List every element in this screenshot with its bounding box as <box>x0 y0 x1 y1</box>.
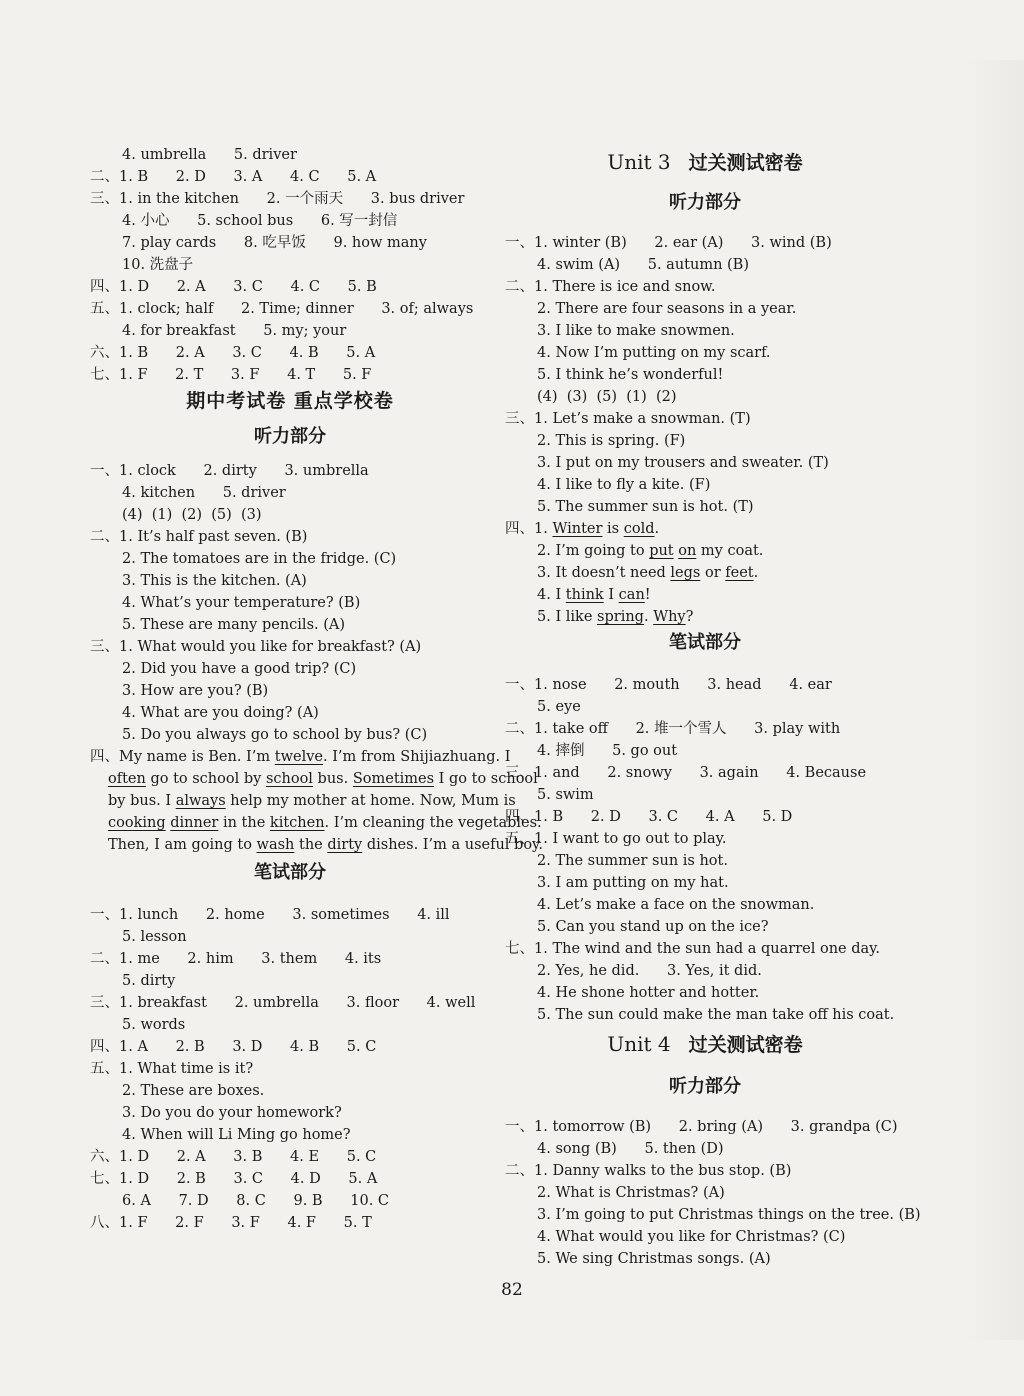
answer-line <box>537 894 814 916</box>
answer-text: 2. The summer sun is hot. <box>537 853 728 869</box>
section-heading: 期中考试卷 重点学校卷 <box>186 390 394 412</box>
answer-line <box>537 1248 771 1270</box>
underlined-answer: think <box>565 587 604 603</box>
answer-line <box>90 342 375 364</box>
answer-text: 5. words <box>122 1017 186 1033</box>
section-heading: 听力部分 <box>669 192 741 213</box>
answer-line <box>122 926 187 948</box>
unit-label: Unit 3 <box>607 150 671 174</box>
answer-line <box>122 1190 389 1212</box>
answer-line <box>537 562 758 584</box>
answer-line <box>537 452 829 474</box>
answer-line <box>537 916 769 938</box>
answer-text: my coat. <box>696 543 764 559</box>
answer-text: 5. dirty <box>122 973 176 989</box>
answer-text: 2. There are four seasons in a year. <box>537 301 797 317</box>
answer-line <box>90 948 381 970</box>
answer-line <box>122 724 427 746</box>
answer-text: 3. I’m going to put Christmas things on the tree. (B) <box>537 1207 921 1223</box>
scan-edge-shadow <box>964 60 1024 1340</box>
answer-text: go to school by <box>145 771 266 787</box>
answer-text: 3. It doesn’t need <box>537 565 671 581</box>
heading-title: 过关测试密卷 <box>688 152 803 174</box>
answer-text: 一、1. nose 2. mouth 3. head 4. ear <box>505 677 832 693</box>
answer-line <box>122 144 297 166</box>
underlined-answer: put <box>649 543 674 559</box>
answer-line <box>537 696 581 718</box>
answer-text: 四、1. A 2. B 3. D 4. B 5. C <box>90 1039 377 1055</box>
answer-text: 二、1. Danny walks to the bus stop. (B) <box>505 1163 792 1179</box>
answer-text: 五、1. What time is it? <box>90 1061 254 1077</box>
section-heading <box>505 148 905 175</box>
answer-text: 3. I put on my trousers and sweater. (T) <box>537 455 829 471</box>
underlined-answer: always <box>175 793 226 809</box>
answer-text: 四、1. <box>505 521 553 537</box>
answer-text: 二、1. me 2. him 3. them 4. its <box>90 951 382 967</box>
answer-line <box>122 548 396 570</box>
answer-text: or <box>700 565 726 581</box>
answer-text: 二、1. B 2. D 3. A 4. C 5. A <box>90 169 377 185</box>
answer-line <box>537 298 796 320</box>
underlined-answer: cooking <box>108 815 166 831</box>
answer-text: 3. How are you? (B) <box>122 683 269 699</box>
answer-line <box>90 904 450 926</box>
underlined-answer: feet <box>725 565 754 581</box>
answer-text: 六、1. B 2. A 3. C 4. B 5. A <box>90 345 376 361</box>
underlined-answer: Why <box>653 609 686 625</box>
answer-line <box>122 970 175 992</box>
heading-title: 过关测试密卷 <box>688 1034 803 1056</box>
answer-line <box>90 1036 376 1058</box>
answer-text: 七、1. D 2. B 3. C 4. D 5. A <box>90 1171 378 1187</box>
answer-line <box>505 762 866 784</box>
answer-text: 4. He shone hotter and hotter. <box>537 985 760 1001</box>
answer-text: . I’m from Shijiazhuang. I <box>322 749 511 765</box>
answer-text: 3. I like to make snowmen. <box>537 323 735 339</box>
answer-text: 六、1. D 2. A 3. B 4. E 5. C <box>90 1149 377 1165</box>
section-heading: 笔试部分 <box>669 632 741 653</box>
underlined-answer: twelve <box>274 749 323 765</box>
answer-text: Then, I am going to <box>108 837 257 853</box>
answer-text: 二、1. take off 2. 堆一个雪人 3. play with <box>505 721 841 737</box>
answer-text: 一、1. clock 2. dirty 3. umbrella <box>90 463 369 479</box>
answer-text: 4. 摔倒 5. go out <box>537 743 678 759</box>
answer-line <box>90 298 473 320</box>
answer-line <box>90 1212 372 1234</box>
answer-text: 4. swim (A) 5. autumn (B) <box>537 257 749 273</box>
answer-text: 3. I am putting on my hat. <box>537 875 729 891</box>
answer-text: dishes. I’m a useful boy. <box>362 837 543 853</box>
underlined-answer: Winter <box>552 521 603 537</box>
underlined-answer: kitchen <box>269 815 325 831</box>
answer-text: 5. eye <box>537 699 581 715</box>
answer-line <box>537 740 677 762</box>
answer-line <box>537 386 677 408</box>
answer-line <box>537 430 685 452</box>
answer-line <box>537 584 651 606</box>
answer-line <box>537 1004 894 1026</box>
underlined-answer: often <box>108 771 146 787</box>
answer-line <box>122 614 345 636</box>
answer-line <box>537 872 729 894</box>
answer-line <box>537 850 728 872</box>
answer-line <box>90 746 511 768</box>
answer-text: 3. Do you do your homework? <box>122 1105 342 1121</box>
answer-line <box>537 254 749 276</box>
answer-line <box>537 1182 725 1204</box>
answer-text: 5. These are many pencils. (A) <box>122 617 346 633</box>
answer-line <box>122 592 360 614</box>
answer-line <box>122 658 356 680</box>
answer-line <box>537 784 594 806</box>
answer-text: 4. What are you doing? (A) <box>122 705 319 721</box>
answer-text: 10. 洗盘子 <box>122 257 194 273</box>
answer-line <box>505 518 659 540</box>
answer-text: ! <box>644 587 651 603</box>
answer-line <box>90 526 307 548</box>
answer-text: 2. What is Christmas? (A) <box>537 1185 725 1201</box>
answer-text: 5. I think he’s wonderful! <box>537 367 724 383</box>
answer-text: (4) (1) (2) (5) (3) <box>122 507 262 523</box>
answer-text: 七、1. The wind and the sun had a quarrel one day. <box>505 941 881 957</box>
answer-text: 6. A 7. D 8. C 9. B 10. C <box>122 1193 390 1209</box>
answer-text: 三、1. Let’s make a snowman. (T) <box>505 411 751 427</box>
answer-line <box>122 320 346 342</box>
answer-line <box>90 460 369 482</box>
answer-text: 四、1. D 2. A 3. C 4. C 5. B <box>90 279 377 295</box>
answer-line <box>90 364 371 386</box>
answer-text: 七、1. F 2. T 3. F 4. T 5. F <box>90 367 372 383</box>
answer-line <box>122 1080 264 1102</box>
underlined-answer: Sometimes <box>352 771 435 787</box>
answer-line <box>122 702 319 724</box>
answer-line <box>537 496 754 518</box>
answer-text: 3. This is the kitchen. (A) <box>122 573 307 589</box>
answer-line <box>537 364 723 386</box>
answer-line <box>505 408 751 430</box>
answer-line <box>90 276 377 298</box>
answer-text: 4. song (B) 5. then (D) <box>537 1141 724 1157</box>
answer-text: 4. Now I’m putting on my scarf. <box>537 345 771 361</box>
answer-text: 4. What would you like for Christmas? (C) <box>537 1229 846 1245</box>
answer-line <box>90 992 475 1014</box>
answer-text: I <box>603 587 619 603</box>
answer-text: 一、1. winter (B) 2. ear (A) 3. wind (B) <box>505 235 832 251</box>
answer-text: 四、1. B 2. D 3. C 4. A 5. D <box>505 809 793 825</box>
answer-line <box>505 232 832 254</box>
answer-line <box>90 636 421 658</box>
underlined-answer: dinner <box>170 815 219 831</box>
underlined-answer: legs <box>670 565 701 581</box>
answer-text: 五、1. I want to go out to play. <box>505 831 727 847</box>
answer-text: 4. for breakfast 5. my; your <box>122 323 347 339</box>
answer-line <box>505 828 727 850</box>
answer-text: . I’m cleaning the vegetables. <box>324 815 542 831</box>
underlined-answer: spring <box>597 609 644 625</box>
section-heading: 笔试部分 <box>254 862 326 883</box>
answer-text: 一、1. lunch 2. home 3. sometimes 4. ill <box>90 907 450 923</box>
answer-line <box>122 1014 185 1036</box>
answer-text: by bus. I <box>108 793 176 809</box>
answer-text: 三、1. and 2. snowy 3. again 4. Because <box>505 765 867 781</box>
answer-line <box>90 1146 376 1168</box>
answer-line <box>537 1204 921 1226</box>
answer-line <box>505 806 792 828</box>
answer-line <box>108 768 538 790</box>
answer-line <box>505 718 840 740</box>
answer-line <box>537 1138 724 1160</box>
answer-text: 2. This is spring. (F) <box>537 433 686 449</box>
answer-line <box>537 320 735 342</box>
answer-text: 三、1. breakfast 2. umbrella 3. floor 4. well <box>90 995 476 1011</box>
answer-text: I go to school <box>434 771 538 787</box>
answer-text: 八、1. F 2. F 3. F 4. F 5. T <box>90 1215 372 1231</box>
answer-line <box>90 1168 377 1190</box>
answer-text: the <box>294 837 328 853</box>
answer-text: 7. play cards 8. 吃早饭 9. how many <box>122 235 427 251</box>
answer-text: . <box>654 521 660 537</box>
underlined-answer: cold <box>623 521 655 537</box>
section-heading: 听力部分 <box>254 426 326 447</box>
answer-line <box>537 474 710 496</box>
answer-text: in the <box>218 815 270 831</box>
answer-text: 5. I like <box>537 609 598 625</box>
answer-line <box>108 790 516 812</box>
answer-line <box>90 188 464 210</box>
answer-line <box>122 254 193 276</box>
answer-text: 4. I <box>537 587 566 603</box>
answer-line <box>537 982 759 1004</box>
answer-line <box>537 606 693 628</box>
answer-text: ? <box>685 609 694 625</box>
answer-line <box>90 1058 253 1080</box>
answer-text: 二、1. It’s half past seven. (B) <box>90 529 308 545</box>
answer-line <box>122 570 307 592</box>
answer-text: 2. Did you have a good trip? (C) <box>122 661 357 677</box>
answer-text: 4. kitchen 5. driver <box>122 485 286 501</box>
answer-text: 5. We sing Christmas songs. (A) <box>537 1251 771 1267</box>
underlined-answer: dirty <box>327 837 363 853</box>
answer-text: 5. The summer sun is hot. (T) <box>537 499 754 515</box>
answer-line <box>505 1160 791 1182</box>
answer-text: . <box>643 609 654 625</box>
answer-line <box>537 540 763 562</box>
underlined-answer: on <box>678 543 697 559</box>
underlined-answer: wash <box>256 837 295 853</box>
answer-line <box>108 834 543 856</box>
answer-text: 4. What’s your temperature? (B) <box>122 595 361 611</box>
answer-text: 2. These are boxes. <box>122 1083 265 1099</box>
answer-line <box>108 812 542 834</box>
underlined-answer: school <box>265 771 313 787</box>
answer-text: 5. Can you stand up on the ice? <box>537 919 769 935</box>
answer-line <box>505 1116 898 1138</box>
answer-line <box>122 504 262 526</box>
answer-text: 5. lesson <box>122 929 187 945</box>
answer-line <box>122 482 286 504</box>
answer-text: 4. umbrella 5. driver <box>122 147 297 163</box>
answer-text: 2. I’m going to <box>537 543 650 559</box>
answer-text: 4. When will Li Ming go home? <box>122 1127 351 1143</box>
unit-label: Unit 4 <box>607 1032 671 1056</box>
answer-line <box>537 342 771 364</box>
answer-text: 5. The sun could make the man take off his coat. <box>537 1007 895 1023</box>
answer-line <box>505 674 832 696</box>
underlined-answer: can <box>618 587 645 603</box>
page-number: 82 <box>501 1280 523 1300</box>
answer-text: 三、1. in the kitchen 2. 一个雨天 3. bus driver <box>90 191 465 207</box>
answer-line <box>537 960 762 982</box>
answer-text: 4. I like to fly a kite. (F) <box>537 477 711 493</box>
answer-text: 2. Yes, he did. 3. Yes, it did. <box>537 963 762 979</box>
answer-line <box>122 680 268 702</box>
answer-line <box>122 1124 351 1146</box>
answer-text: 4. Let’s make a face on the snowman. <box>537 897 815 913</box>
answer-text: bus. <box>312 771 353 787</box>
answer-text: 4. 小心 5. school bus 6. 写一封信 <box>122 213 398 229</box>
answer-line <box>122 232 427 254</box>
section-heading <box>505 1030 905 1057</box>
answer-line <box>122 1102 342 1124</box>
section-heading: 听力部分 <box>669 1076 741 1097</box>
answer-text: 5. Do you always go to school by bus? (C) <box>122 727 428 743</box>
answer-text: (4) (3) (5) (1) (2) <box>537 389 677 405</box>
answer-text: help my mother at home. Now, Mum is <box>225 793 516 809</box>
answer-text: 四、My name is Ben. I’m <box>90 749 275 765</box>
answer-text: . <box>753 565 759 581</box>
answer-line <box>505 938 880 960</box>
answer-line <box>90 166 376 188</box>
answer-text: 三、1. What would you like for breakfast? (A) <box>90 639 422 655</box>
answer-text: is <box>602 521 624 537</box>
answer-text: 五、1. clock; half 2. Time; dinner 3. of; always <box>90 301 474 317</box>
answer-text: 5. swim <box>537 787 594 803</box>
answer-line <box>122 210 397 232</box>
answer-line <box>505 276 715 298</box>
answer-line <box>537 1226 845 1248</box>
answer-text: 2. The tomatoes are in the fridge. (C) <box>122 551 397 567</box>
answer-text: 二、1. There is ice and snow. <box>505 279 716 295</box>
answer-text: 一、1. tomorrow (B) 2. bring (A) 3. grandpa (C) <box>505 1119 898 1135</box>
